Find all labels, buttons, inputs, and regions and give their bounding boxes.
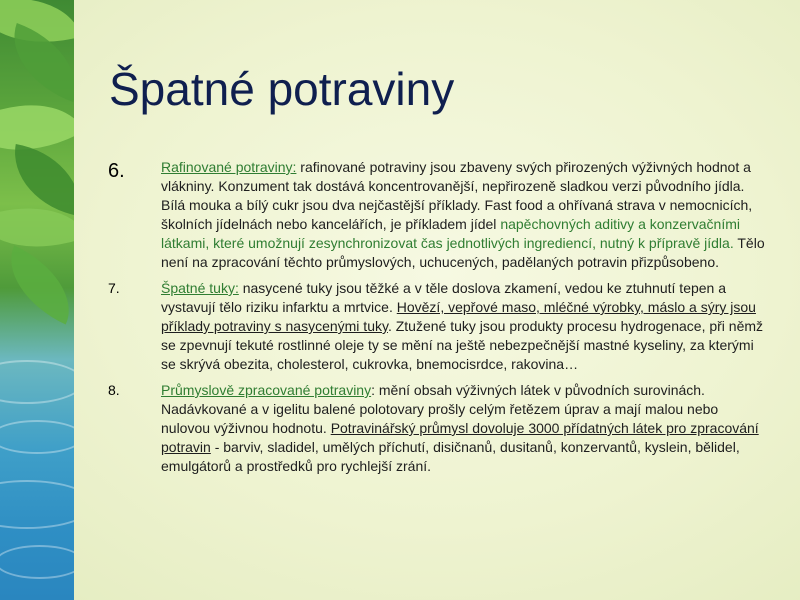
highlight-text: napěchovných aditivy a konzervačními látkami, které umožnují zesynchronizovat čas jednotlivých ingrediencí, nutný k přípravě jídla.	[161, 216, 740, 251]
list-item-8	[108, 381, 768, 476]
body-text: Tělo není na zpracování těchto průmyslových, uchucených, padělaných potravin přizpůsobeno.	[161, 235, 765, 270]
body-text: . Ztužené tuky jsou produkty procesu hydrogenace, při němž se zpevnují tekuté rostlinné oleje ty se mění na ještě nebezpečnější mastné kyseliny, za kterými se skrývá obezita, cholesterol, cukrovka, bnemocisrdce, rakovina…	[161, 318, 764, 372]
body-text: nasycené tuky jsou těžké a v těle doslova zkamení, vedou ke ztuhnutí tepen a vystavují tělo riziku infarktu a mrtvice.	[161, 280, 727, 315]
list-number: 8.	[108, 382, 120, 398]
underlined-text: Hovězí, vepřové maso, mléčné výrobky, máslo a sýry jsou příklady potraviny s nasycenými tuky	[161, 299, 756, 334]
term-link[interactable]: Průmyslově zpracované potraviny	[161, 382, 372, 398]
list-item-text	[161, 158, 768, 272]
list-number: 6.	[108, 160, 125, 182]
slide-title: Špatné potraviny	[109, 63, 455, 115]
list-item-text	[161, 279, 768, 374]
list-item-text	[161, 381, 768, 476]
term-link[interactable]: Rafinované potraviny:	[161, 159, 297, 175]
list-number: 7.	[108, 280, 120, 296]
list-item-6	[108, 158, 768, 272]
body-text: : mění obsah výživných látek v původních surovinách. Nadávkované a v igelitu balené polotovary prošly celým řetězem úprav a mají malou nebo nulovou výživnou hodnotu.	[161, 382, 719, 436]
numbered-list	[108, 158, 768, 476]
underlined-text: Potravinářský průmysl dovoluje 3000 přídatných látek pro zpracování potravin	[161, 420, 759, 455]
term-link[interactable]: Špatné tuky:	[161, 280, 239, 296]
list-item-7	[108, 279, 768, 374]
body-text: rafinované potraviny jsou zbaveny svých přirozených výživných hodnot a vlákniny. Konzument tak dostává koncentrovanější, nepřirozeně sladkou verzi původního jídla. Bílá mouka a bílý cukr jsou dva nejčastější příklady. Fast food a ohřívaná strava v nemocnicích, školních jídelnách nebo kancelářích, je příkladem jídel	[161, 159, 753, 232]
leaves-water-decoration	[0, 0, 74, 600]
body-text: - barviv, sladidel, umělých příchutí, disičnanů, dusitanů, konzervantů, kyslein, bělidel, emulgátorů a prostředků pro rychlejší zrání.	[161, 439, 740, 474]
